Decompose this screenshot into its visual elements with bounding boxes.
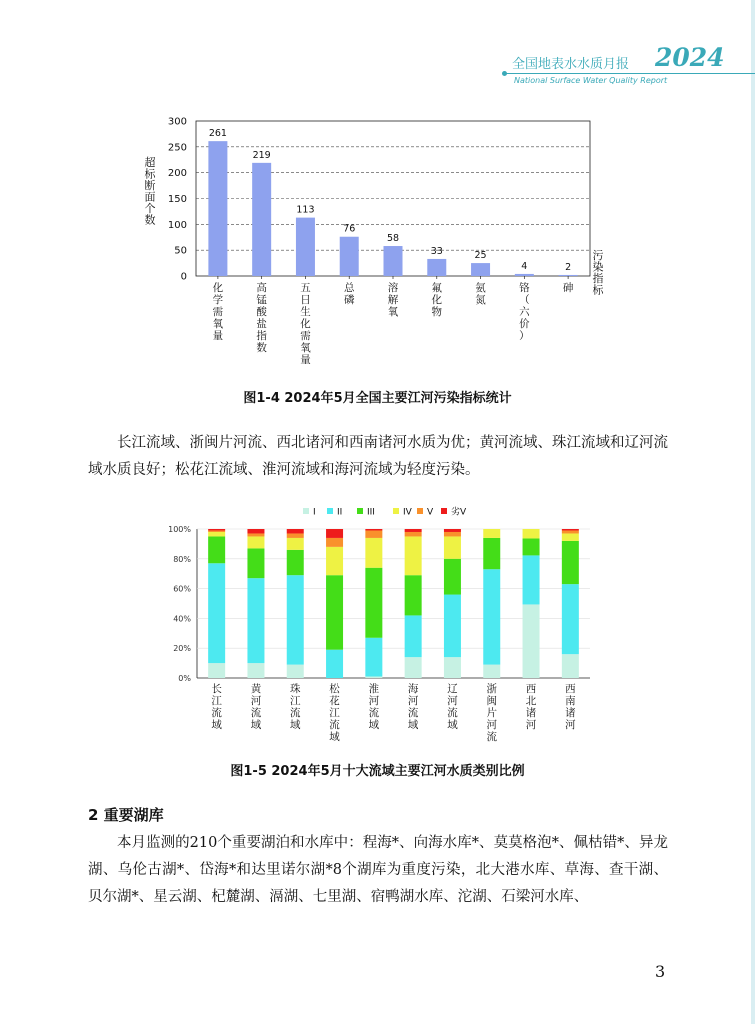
legend-swatch bbox=[441, 508, 447, 514]
legend-swatch bbox=[303, 508, 309, 514]
bar-segment bbox=[208, 536, 225, 563]
page-number: 3 bbox=[655, 962, 666, 981]
bar bbox=[252, 163, 271, 276]
bar-segment bbox=[444, 559, 461, 595]
header-title: 全国地表水水质月报 bbox=[512, 57, 630, 72]
bar-segment bbox=[483, 665, 500, 678]
bar-segment bbox=[247, 578, 264, 663]
legend-swatch bbox=[327, 508, 333, 514]
bar-segment bbox=[247, 663, 264, 678]
bar-segment bbox=[247, 536, 264, 548]
bar-segment bbox=[562, 530, 579, 533]
bar-segment bbox=[208, 563, 225, 663]
y-tick-label: 80% bbox=[173, 554, 191, 564]
bar-segment bbox=[444, 595, 461, 658]
data-label: 58 bbox=[386, 233, 400, 245]
x-tick-label: 铬（六价） bbox=[519, 282, 530, 342]
bar-segment bbox=[287, 529, 304, 533]
bar-segment bbox=[444, 532, 461, 536]
bar-segment bbox=[365, 568, 382, 638]
data-label: 261 bbox=[208, 128, 227, 140]
bar-segment bbox=[247, 529, 264, 533]
basin-water-quality-stacked-chart bbox=[0, 500, 755, 750]
y-tick-label: 50 bbox=[174, 245, 187, 257]
x-tick-label: 高锰酸盐指数 bbox=[256, 282, 267, 354]
bar-segment bbox=[405, 532, 422, 536]
y-tick-label: 40% bbox=[173, 614, 191, 624]
y-tick-label: 100% bbox=[168, 525, 191, 534]
data-label: 4 bbox=[521, 260, 528, 272]
data-label: 113 bbox=[296, 204, 315, 216]
bar bbox=[471, 263, 490, 276]
bar-segment bbox=[365, 538, 382, 568]
bar-segment bbox=[208, 532, 225, 536]
x-tick-label: 总磷 bbox=[343, 282, 355, 306]
x-tick-label: 氟化物 bbox=[431, 282, 443, 318]
bar bbox=[296, 218, 315, 276]
bar bbox=[384, 246, 403, 276]
bar-segment bbox=[326, 575, 343, 650]
data-label: 2 bbox=[565, 261, 572, 273]
bar-segment bbox=[287, 538, 304, 550]
bar-segment bbox=[405, 615, 422, 657]
legend-label: V bbox=[427, 507, 434, 518]
bar-segment bbox=[287, 533, 304, 537]
figure2-caption: 图1-5 2024年5月十大流域主要江河水质类别比例 bbox=[230, 764, 525, 779]
section-title: 2 重要湖库 bbox=[88, 806, 164, 824]
y-axis-label: 超标断面个数 bbox=[144, 156, 156, 227]
bar-segment bbox=[287, 665, 304, 678]
bar-segment bbox=[365, 530, 382, 537]
pollution-indicator-bar-chart bbox=[0, 110, 755, 380]
bar-segment bbox=[247, 548, 264, 578]
legend-swatch bbox=[393, 508, 399, 514]
x-tick-label: 西南诸河 bbox=[565, 683, 576, 731]
x-tick-label: 浙闽片河流 bbox=[486, 683, 497, 743]
bar-segment bbox=[208, 529, 225, 530]
x-tick-label: 溶解氧 bbox=[387, 282, 399, 318]
header-subtitle: National Surface Water Quality Report bbox=[514, 76, 668, 85]
bar-segment bbox=[562, 529, 579, 530]
bar-segment bbox=[483, 529, 500, 538]
data-label: 219 bbox=[252, 149, 271, 161]
x-tick-label: 长江流域 bbox=[211, 683, 222, 731]
bar-segment bbox=[405, 575, 422, 615]
bar-segment bbox=[562, 584, 579, 654]
y-tick-label: 300 bbox=[167, 116, 187, 128]
bar bbox=[427, 259, 446, 276]
figure1-caption: 图1-4 2024年5月全国主要江河污染指标统计 bbox=[243, 391, 512, 406]
bar-segment bbox=[483, 538, 500, 569]
x-tick-label: 珠江流域 bbox=[290, 683, 301, 731]
x-tick-label: 五日生化需氧量 bbox=[300, 282, 311, 366]
y-tick-label: 20% bbox=[173, 644, 191, 654]
bar bbox=[559, 275, 578, 276]
legend-swatch bbox=[417, 508, 423, 514]
bar-segment bbox=[562, 541, 579, 584]
bar-segment bbox=[523, 604, 540, 678]
y-tick-label: 200 bbox=[167, 168, 187, 180]
y-tick-label: 0 bbox=[180, 271, 187, 283]
bar-segment bbox=[523, 538, 540, 555]
bar-segment bbox=[208, 663, 225, 678]
bar-segment bbox=[405, 657, 422, 678]
bar bbox=[208, 141, 227, 276]
x-tick-label: 氨氮 bbox=[475, 282, 486, 306]
bar-segment bbox=[365, 677, 382, 678]
x-tick-label: 松花江流域 bbox=[329, 683, 340, 743]
legend-swatch bbox=[357, 508, 363, 514]
bar-segment bbox=[562, 654, 579, 678]
bar-segment bbox=[326, 547, 343, 575]
y-tick-label: 150 bbox=[167, 194, 187, 205]
bar-segment bbox=[444, 529, 461, 532]
legend-label: I bbox=[313, 507, 316, 518]
x-axis-label: 污染指标 bbox=[592, 249, 604, 297]
data-label: 33 bbox=[430, 245, 443, 257]
y-tick-label: 60% bbox=[173, 584, 191, 594]
x-tick-label: 西北诸河 bbox=[525, 683, 537, 731]
header-rule bbox=[505, 73, 755, 74]
legend-label: III bbox=[367, 507, 375, 518]
paragraph-river-basins: 长江流域、浙闽片河流、西北诸河和西南诸河水质为优；黄河流域、珠江流域和辽河流域水质良好；松花江流域、淮河流域和海河流域为轻度污染。 bbox=[88, 435, 668, 478]
x-tick-label: 黄河流域 bbox=[250, 683, 262, 731]
bar bbox=[340, 237, 359, 276]
x-tick-label: 淮河流域 bbox=[368, 683, 380, 731]
paragraph-lakes: 本月监测的210个重要湖泊和水库中：程海*、向海水库*、莫莫格泡*、佩枯错*、异龙湖、乌伦古湖*、岱海*和达里诺尔湖*8个湖库为重度污染，北大港水库、草海、查干湖、贝尔湖*、星云湖、杞麓湖、滆湖、七里湖、宿鸭湖水库、沱湖、石梁河水库、 bbox=[88, 835, 668, 905]
bar-segment bbox=[365, 638, 382, 677]
bar-segment bbox=[562, 533, 579, 540]
legend-label: 劣V bbox=[451, 507, 467, 518]
y-tick-label: 250 bbox=[167, 142, 187, 154]
bar-segment bbox=[287, 550, 304, 575]
bar-segment bbox=[326, 529, 343, 538]
legend-label: IV bbox=[403, 507, 412, 518]
bar-segment bbox=[326, 538, 343, 547]
bar-segment bbox=[287, 575, 304, 664]
bar-segment bbox=[523, 529, 540, 538]
y-tick-label: 0% bbox=[178, 674, 191, 683]
legend-label: II bbox=[337, 507, 343, 518]
bar-segment bbox=[444, 536, 461, 558]
data-label: 76 bbox=[343, 223, 356, 235]
bar-segment bbox=[483, 569, 500, 664]
data-label: 25 bbox=[474, 250, 487, 262]
x-tick-label: 砷 bbox=[562, 282, 574, 294]
bar-segment bbox=[405, 529, 422, 532]
bar-segment bbox=[247, 533, 264, 536]
bar-segment bbox=[365, 529, 382, 530]
x-tick-label: 辽河流域 bbox=[447, 683, 458, 731]
bar bbox=[515, 274, 534, 276]
x-tick-label: 海河流域 bbox=[407, 683, 419, 731]
header-year: 2024 bbox=[655, 43, 725, 72]
bar-segment bbox=[405, 536, 422, 575]
bar-segment bbox=[208, 530, 225, 531]
bar-segment bbox=[444, 657, 461, 678]
bar-segment bbox=[523, 555, 540, 604]
y-tick-label: 100 bbox=[167, 219, 187, 231]
x-tick-label: 化学需氧量 bbox=[212, 282, 224, 342]
bar-segment bbox=[326, 650, 343, 678]
